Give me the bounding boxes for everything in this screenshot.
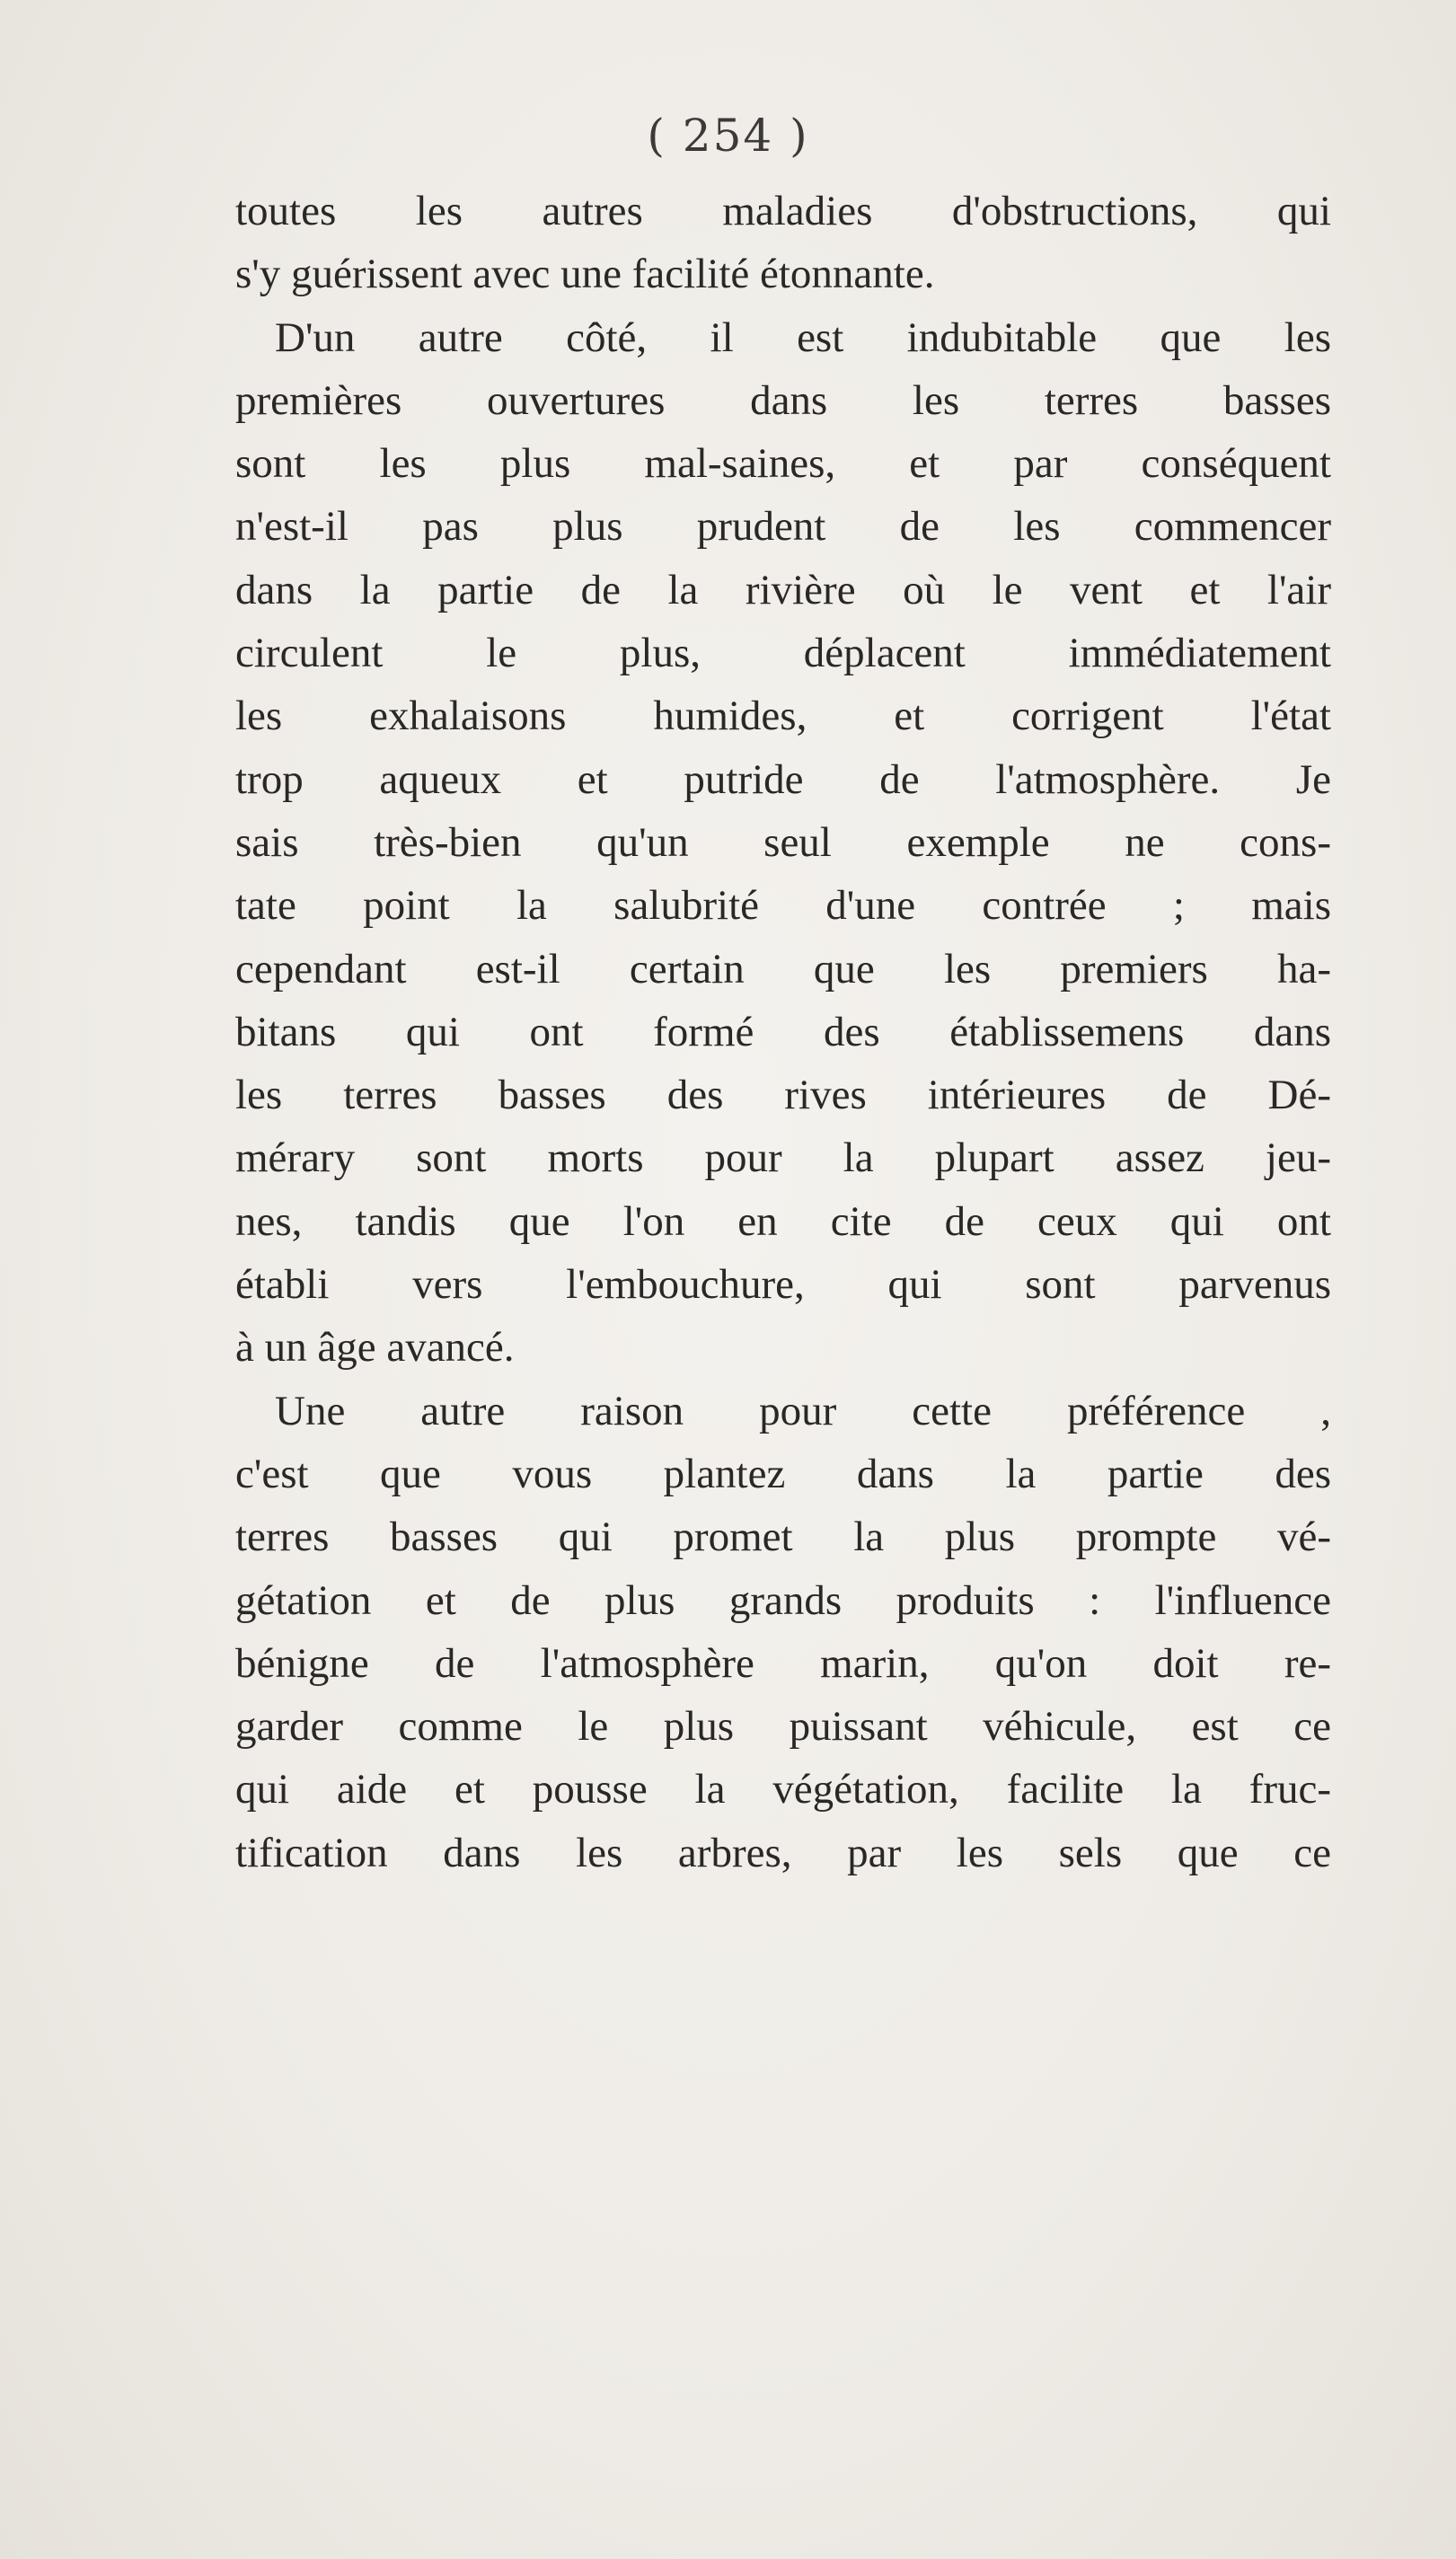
text-line: dans la partie de la rivière où le vent et l'air <box>235 566 1331 613</box>
text-line: à un âge avancé. <box>235 1324 515 1372</box>
body-text <box>235 180 1331 1884</box>
text-line: circulent le plus, déplacent immédiatement <box>235 630 1331 677</box>
page-number: ( 254 ) <box>647 110 809 162</box>
text-line: qui aide et pousse la végétation, facilite la fruc- <box>235 1766 1331 1813</box>
text-line: premières ouvertures dans les terres basses <box>235 376 1331 424</box>
text-line: mérary sont morts pour la plupart assez jeu- <box>235 1134 1331 1182</box>
text-line: cependant est-il certain que les premiers ha- <box>235 945 1331 993</box>
text-line: sont les plus mal-saines, et par conséquent <box>235 440 1331 488</box>
paragraph-start-line: D'un autre côté, il est indubitable que les <box>275 313 1331 361</box>
text-line: établi vers l'embouchure, qui sont parvenus <box>235 1261 1331 1309</box>
text-line: gétation et de plus grands produits : l'influence <box>235 1576 1331 1624</box>
text-line: toutes les autres maladies d'obstructions, qui <box>235 188 1331 234</box>
text-line: tate point la salubrité d'une contrée ; mais <box>235 882 1331 930</box>
text-line: les terres basses des rives intérieures de Dé- <box>235 1072 1331 1119</box>
text-line: bénigne de l'atmosphère marin, qu'on doit re- <box>235 1639 1331 1687</box>
text-line: sais très-bien qu'un seul exemple ne cons- <box>235 818 1331 866</box>
text-line: trop aqueux et putride de l'atmosphère. Je <box>235 755 1331 803</box>
text-line: tification dans les arbres, par les sels que ce <box>235 1829 1331 1876</box>
text-line: s'y guérissent avec une facilité étonnante. <box>235 251 935 298</box>
text-line: terres basses qui promet la plus prompte vé- <box>235 1513 1331 1561</box>
text-line: garder comme le plus puissant véhicule, est ce <box>235 1703 1331 1751</box>
paragraph-start-line: Une autre raison pour cette préférence , <box>275 1387 1331 1434</box>
text-line: c'est que vous plantez dans la partie des <box>235 1450 1331 1497</box>
text-line: les exhalaisons humides, et corrigent l'état <box>235 693 1331 740</box>
text-line: nes, tandis que l'on en cite de ceux qui ont <box>235 1197 1331 1245</box>
text-line: n'est-il pas plus prudent de les commencer <box>235 503 1331 551</box>
text-line: bitans qui ont formé des établissemens dans <box>235 1008 1331 1055</box>
